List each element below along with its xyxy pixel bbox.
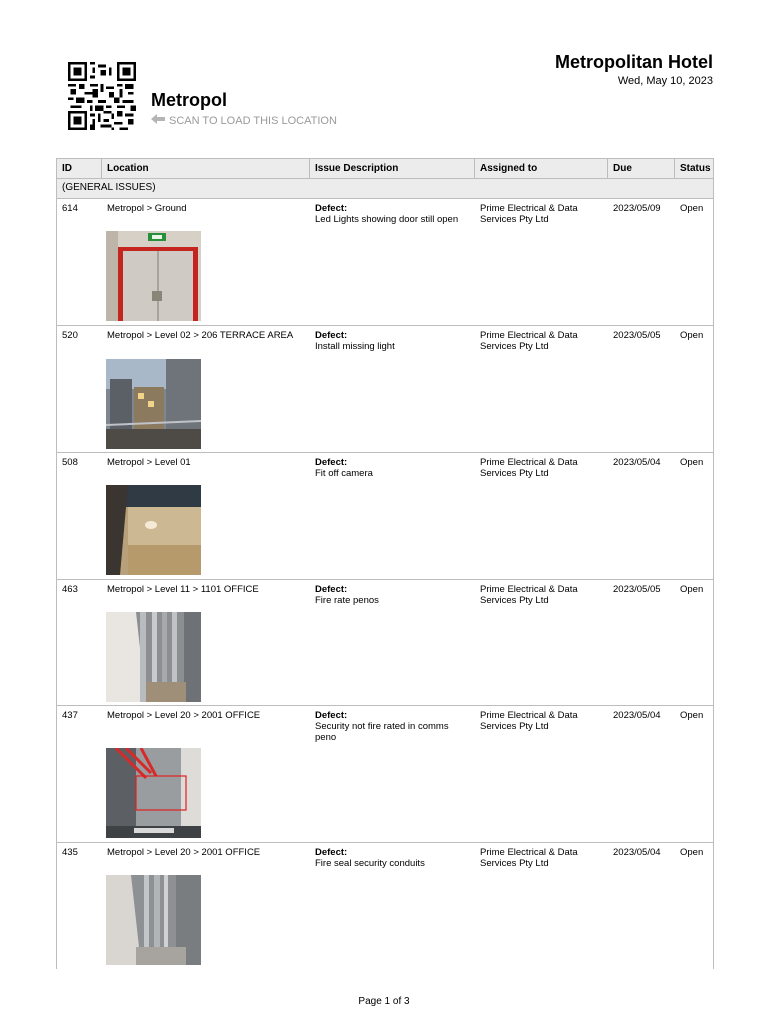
- issue-due: 2023/05/05: [613, 330, 661, 341]
- issue-id: 614: [62, 203, 78, 214]
- group-header: (GENERAL ISSUES): [57, 179, 713, 199]
- issue-due: 2023/05/04: [613, 847, 661, 858]
- issue-status: Open: [680, 457, 704, 468]
- defect-label: Defect:: [315, 847, 348, 858]
- issue-text: Led Lights showing door still open: [315, 214, 459, 225]
- issue-assignee: Prime Electrical & Data Services Pty Ltd: [480, 584, 578, 606]
- issue-location: Metropol > Level 20 > 2001 OFFICE: [107, 710, 261, 721]
- issues-table: [56, 158, 714, 969]
- table-row[interactable]: [57, 199, 713, 326]
- col-id: ID: [57, 159, 102, 178]
- issue-description: [310, 326, 475, 452]
- defect-label: Defect:: [315, 203, 348, 214]
- issue-status: Open: [680, 330, 704, 341]
- issue-due: 2023/05/09: [613, 203, 661, 214]
- issue-description: [310, 706, 475, 842]
- issue-text: Security not fire rated in comms peno: [315, 721, 449, 743]
- issue-assignee: Prime Electrical & Data Services Pty Ltd: [480, 847, 578, 869]
- issue-assignee: Prime Electrical & Data Services Pty Ltd: [480, 203, 578, 225]
- issue-photo[interactable]: [106, 612, 201, 702]
- issue-photo[interactable]: [106, 231, 201, 321]
- col-status: Status: [680, 163, 711, 174]
- col-due: Due: [608, 159, 675, 178]
- table-row[interactable]: [57, 580, 713, 706]
- issue-location: Metropol > Level 02 > 206 TERRACE AREA: [107, 330, 294, 341]
- defect-label: Defect:: [315, 457, 348, 468]
- issue-location: Metropol > Level 11 > 1101 OFFICE: [107, 584, 259, 595]
- issue-id: 508: [62, 457, 78, 468]
- issue-status: Open: [680, 710, 704, 721]
- table-row[interactable]: [57, 843, 713, 969]
- scan-hint-text: SCAN TO LOAD THIS LOCATION: [169, 114, 337, 127]
- issue-text: Fire seal security conduits: [315, 858, 425, 869]
- table-row[interactable]: [57, 326, 713, 453]
- issue-location: Metropol > Ground: [107, 203, 187, 214]
- issue-location: Metropol > Level 20 > 2001 OFFICE: [107, 847, 261, 858]
- issue-photo[interactable]: [106, 359, 201, 449]
- issue-photo[interactable]: [106, 875, 201, 965]
- defect-label: Defect:: [315, 710, 348, 721]
- issue-due: 2023/05/04: [613, 457, 661, 468]
- issue-id: 520: [62, 330, 78, 341]
- page-number: Page 1 of 3: [358, 996, 410, 1007]
- issue-assignee: Prime Electrical & Data Services Pty Ltd: [480, 457, 578, 479]
- issue-text: Fit off camera: [315, 468, 373, 479]
- report-date: Wed, May 10, 2023: [617, 75, 713, 87]
- qr-code: [66, 62, 138, 130]
- issue-text: Fire rate penos: [315, 595, 379, 606]
- table-row[interactable]: [57, 453, 713, 580]
- issue-assignee: Prime Electrical & Data Services Pty Ltd: [480, 710, 578, 732]
- issue-description: [310, 199, 475, 325]
- issue-due: 2023/05/04: [613, 710, 661, 721]
- issue-description: [310, 453, 475, 579]
- col-assigned: Assigned to: [475, 159, 608, 178]
- location-title: Metropol: [151, 90, 227, 110]
- issue-status: Open: [680, 584, 704, 595]
- issue-status: Open: [680, 847, 704, 858]
- defect-label: Defect:: [315, 584, 348, 595]
- scan-hint: [150, 113, 337, 128]
- defect-label: Defect:: [315, 330, 348, 341]
- issue-photo[interactable]: [106, 485, 201, 575]
- issue-due: 2023/05/05: [613, 584, 661, 595]
- issue-id: 463: [62, 584, 78, 595]
- issue-assignee: Prime Electrical & Data Services Pty Ltd: [480, 330, 578, 352]
- issue-location: Metropol > Level 01: [107, 457, 191, 468]
- issue-description: [310, 580, 475, 705]
- issue-id: 435: [62, 847, 78, 858]
- issue-description: [310, 843, 475, 969]
- issue-photo[interactable]: [106, 748, 201, 838]
- table-header: [57, 158, 713, 179]
- issue-id: 437: [62, 710, 78, 721]
- back-arrow-icon: [150, 113, 166, 128]
- issue-status: Open: [680, 203, 704, 214]
- col-location: Location: [102, 159, 310, 178]
- col-description: Issue Description: [310, 159, 475, 178]
- issue-text: Install missing light: [315, 341, 395, 352]
- table-row[interactable]: [57, 706, 713, 843]
- hotel-name: Metropolitan Hotel: [555, 52, 713, 72]
